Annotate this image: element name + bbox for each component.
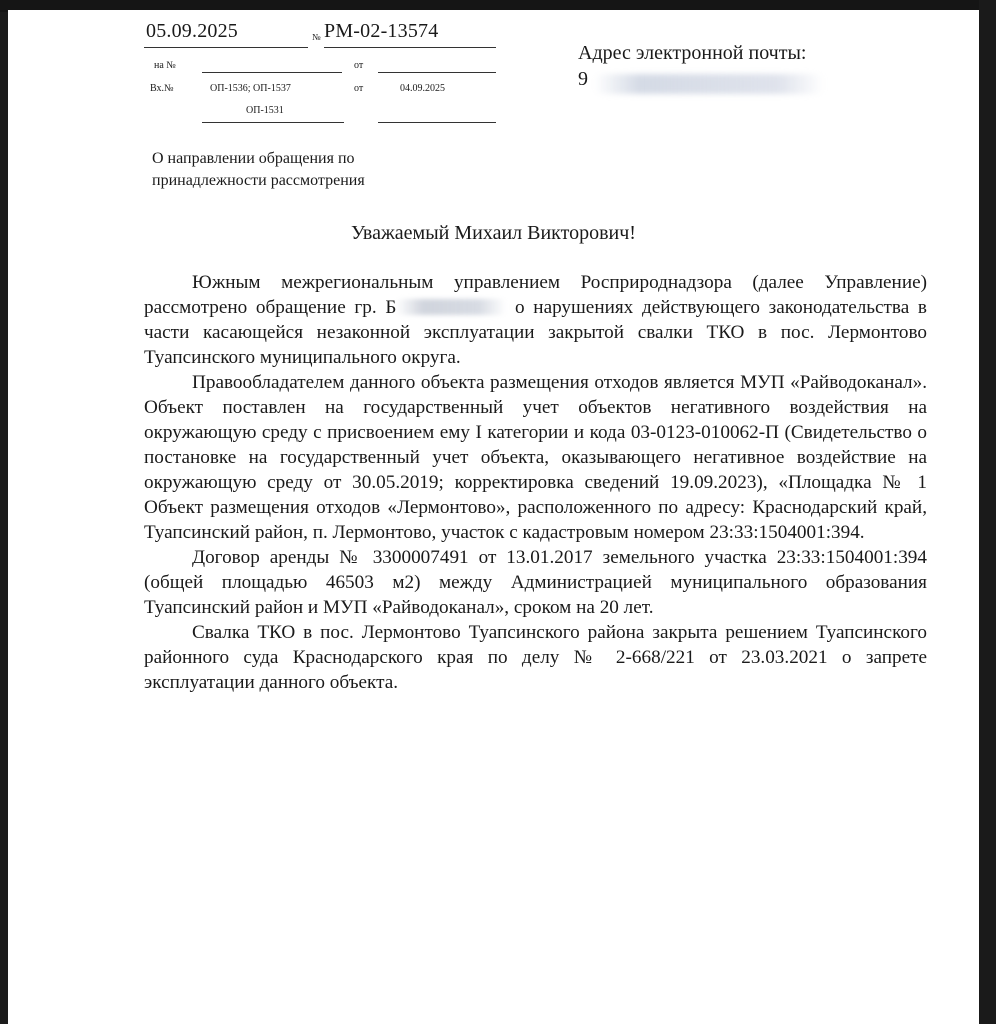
reply-to-label: на № xyxy=(154,60,176,71)
letter-body xyxy=(144,270,927,695)
document-page xyxy=(8,10,979,1024)
paragraph-1 xyxy=(144,270,927,370)
email-label: Адрес электронной почты: xyxy=(578,42,807,64)
reply-from-underline xyxy=(378,72,496,73)
right-dark-border xyxy=(979,0,996,1024)
reply-to-underline xyxy=(202,72,342,73)
email-value: 9 xyxy=(578,68,588,90)
letter-subject xyxy=(152,148,452,192)
incoming-numbers-line2: ОП-1531 xyxy=(246,105,284,116)
incoming-label: Вх.№ xyxy=(150,83,174,94)
subject-line-2: принадлежности рассмотрения xyxy=(152,172,365,189)
subject-line-1: О направлении обращения по xyxy=(152,150,355,167)
incoming-date: 04.09.2025 xyxy=(400,83,445,94)
incoming-numbers-line1: ОП-1536; ОП-1537 xyxy=(210,83,291,94)
reg-underline xyxy=(324,47,496,48)
greeting: Уважаемый Михаил Викторович! xyxy=(351,222,636,244)
redacted-email xyxy=(594,74,824,94)
incoming-underline xyxy=(202,122,344,123)
number-mark: № xyxy=(312,32,321,42)
paragraph-1-end: о нарушениях действующего законодательства в части касающейся незаконной эксплуатации закрытой свалки ТКО в пос. Лермонтово Туапсинского муниципального округа. xyxy=(144,297,927,368)
registration-number: РМ-02-13574 xyxy=(324,20,439,42)
document-date: 05.09.2025 xyxy=(146,20,238,42)
reply-from-label: от xyxy=(354,60,364,71)
paragraph-3: Договор аренды № 3300007491 от 13.01.2017 земельного участка 23:33:1504001:394 (общей площадью 46503 м2) между Администрацией муниципального образования Туапсинский район и МУП «Райводоканал», сроком на 20 лет. xyxy=(144,547,927,618)
redacted-name xyxy=(396,299,506,315)
paragraph-1-start: Южным межрегиональным управлением Росприроднадзора (далее Управление) рассмотрено обращение гр. Б xyxy=(144,272,927,318)
date-underline xyxy=(144,47,308,48)
incoming-from-label: от xyxy=(354,83,364,94)
paragraph-4: Свалка ТКО в пос. Лермонтово Туапсинского района закрыта решением Туапсинского районного суда Краснодарского края по делу № 2-668/221 от 23.03.2021 о запрете эксплуатации данного объекта. xyxy=(144,622,927,693)
paragraph-2: Правообладателем данного объекта размещения отходов является МУП «Райводоканал». Объект поставлен на государственный учет объектов негативного воздействия на окружающую среду с присвоением ему I категории и кода 03-0123-010062-П (Свидетельство о постановке на государственный учет объекта, оказывающего негативное воздействие на окружающую среду от 30.05.2019; корректировка сведений 19.09.2023), «Площадка № 1 Объект размещения отходов «Лермонтово», расположенного по адресу: Краснодарский край, Туапсинский район, п. Лермонтово, участок с кадастровым номером 23:33:1504001:394. xyxy=(144,372,927,543)
incoming-date-underline xyxy=(378,122,496,123)
